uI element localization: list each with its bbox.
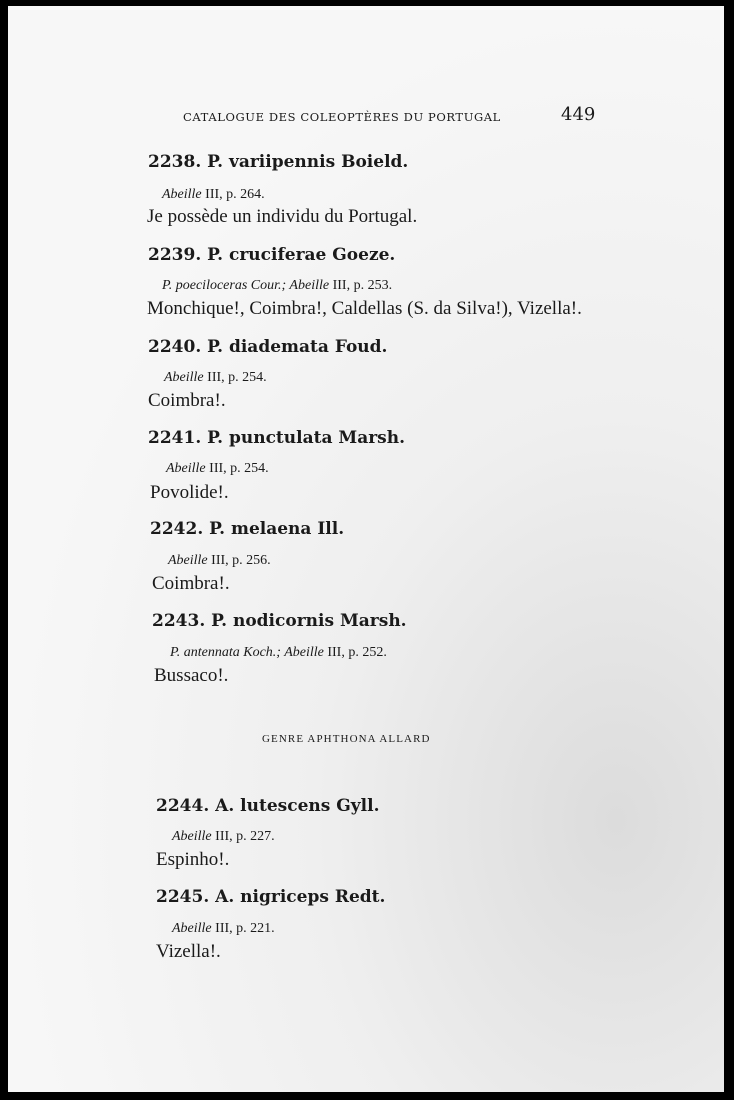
ref-journal: Abeille [172, 921, 212, 936]
entry-number: 2242. [150, 519, 204, 539]
species-name: P. variipennis Boield. [207, 152, 409, 172]
entry-number: 2243. [152, 611, 206, 631]
entry-reference [166, 461, 269, 477]
locality: Povolide!. [150, 482, 229, 503]
entry-reference [168, 553, 271, 569]
synonym: P. poeciloceras Cour.; [162, 278, 290, 293]
page-number: 449 [561, 104, 596, 125]
species-name: P. nodicornis Marsh. [211, 611, 407, 631]
book-page [8, 6, 724, 1092]
ref-page: III, p. 254. [203, 370, 267, 385]
entry-title [148, 428, 405, 448]
ref-page: III, p. 256. [207, 553, 271, 568]
genre-heading: GENRE APHTHONA ALLARD [262, 733, 431, 745]
synonym: P. antennata Koch.; [170, 645, 285, 660]
locality: Vizella!. [156, 941, 221, 962]
entry-title [152, 611, 407, 631]
ref-page: III, p. 254. [205, 461, 269, 476]
locality: Je possède un individu du Portugal. [147, 206, 418, 227]
ref-journal: Abeille [168, 553, 208, 568]
ref-page: III, p. 252. [323, 645, 387, 660]
locality: Espinho!. [156, 849, 230, 870]
ref-journal: Abeille [166, 461, 206, 476]
locality: Monchique!, Coimbra!, Caldellas (S. da Silva!), Vizella!. [147, 298, 582, 319]
species-name: A. nigriceps Redt. [215, 887, 386, 907]
ref-journal: Abeille [164, 370, 204, 385]
ref-journal: Abeille [162, 187, 202, 202]
ref-page: III, p. 227. [211, 829, 275, 844]
locality: Coimbra!. [152, 573, 230, 594]
entry-reference [162, 187, 265, 203]
entry-title [150, 519, 344, 539]
ref-journal: Abeille [289, 278, 330, 293]
entry-title [148, 152, 408, 172]
locality: Coimbra!. [148, 390, 226, 411]
entry-title [156, 796, 380, 816]
locality: Bussaco!. [154, 665, 229, 686]
entry-reference [162, 278, 392, 294]
entry-reference [172, 921, 275, 937]
species-name: P. diademata Foud. [207, 337, 388, 357]
entry-number: 2240. [148, 337, 202, 357]
ref-page: III, p. 264. [201, 187, 265, 202]
species-name: P. cruciferae Goeze. [207, 245, 396, 265]
ref-page: III, p. 253. [329, 278, 393, 293]
ref-journal: Abeille [284, 645, 324, 660]
running-title: CATALOGUE DES COLEOPTÈRES DU PORTUGAL [183, 110, 501, 124]
entry-number: 2245. [156, 887, 210, 907]
species-name: A. lutescens Gyll. [215, 796, 380, 816]
species-name: P. melaena Ill. [209, 519, 345, 539]
entry-number: 2244. [156, 796, 210, 816]
ref-journal: Abeille [172, 829, 212, 844]
entry-number: 2241. [148, 428, 202, 448]
entry-number: 2238. [148, 152, 202, 172]
entry-reference [170, 645, 387, 661]
entry-title [148, 245, 395, 265]
ref-page: III, p. 221. [211, 921, 275, 936]
entry-title [148, 337, 387, 357]
entry-reference [164, 370, 267, 386]
species-name: P. punctulata Marsh. [207, 428, 406, 448]
entry-number: 2239. [148, 245, 202, 265]
entry-title [156, 887, 385, 907]
entry-reference [172, 829, 275, 845]
